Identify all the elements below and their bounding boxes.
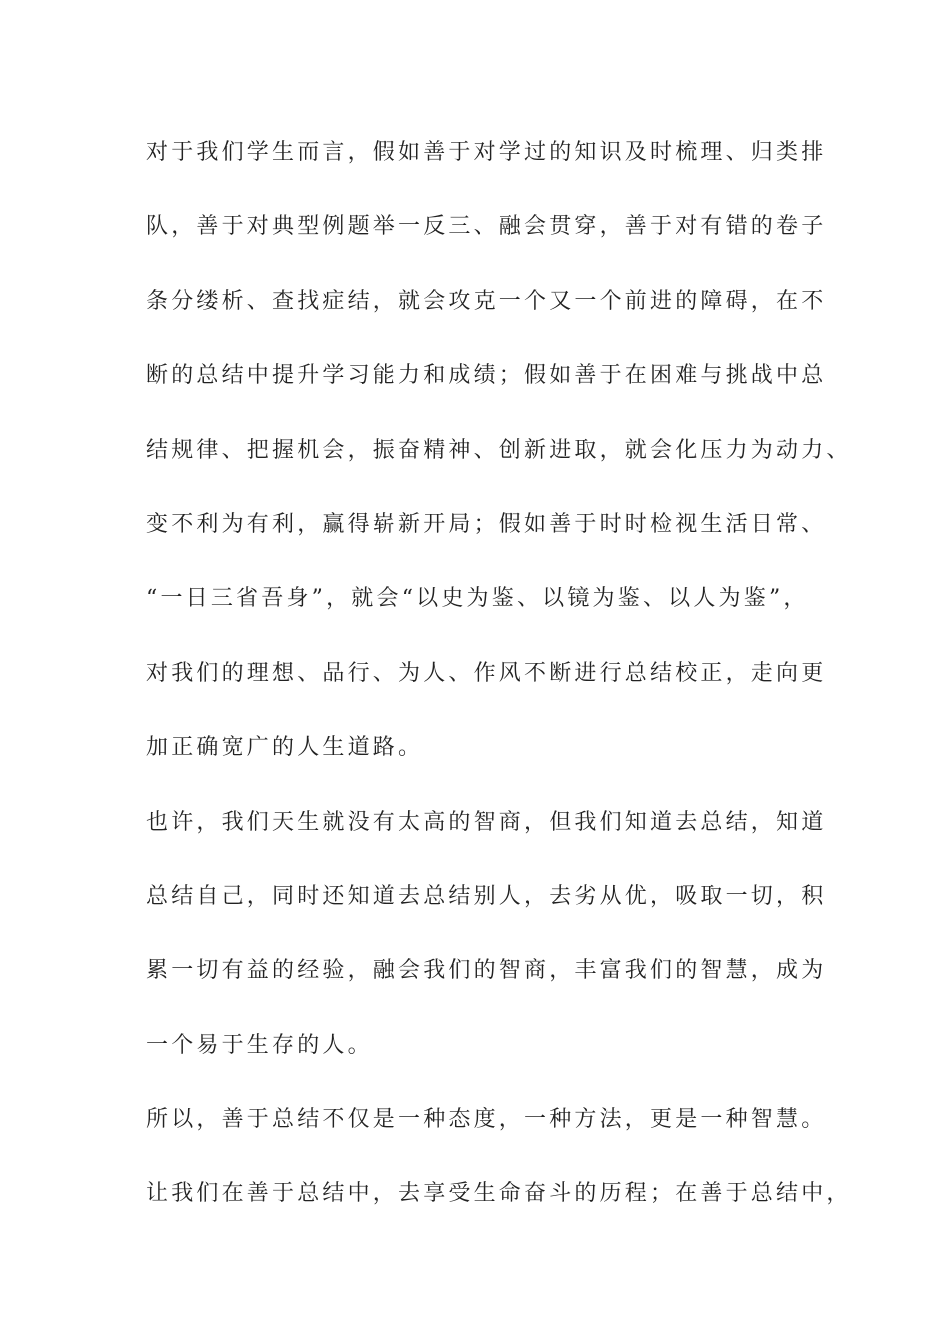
text-line: 条分缕析、查找症结，就会攻克一个又一个前进的障碍，在不 <box>146 288 827 314</box>
text-line: 总结自己，同时还知道去总结别人，去劣从优，吸取一切，积 <box>146 883 827 909</box>
text-line: “一日三省吾身”，就会“以史为鉴、以镜为鉴、以人为鉴”， <box>146 586 809 612</box>
text-line: 加正确宽广的人生道路。 <box>146 735 424 761</box>
text-line: 让我们在善于总结中，去享受生命奋斗的历程；在善于总结中， <box>146 1181 852 1207</box>
text-line: 对于我们学生而言，假如善于对学过的知识及时梳理、归类排 <box>146 140 827 165</box>
text-line: 对我们的理想、品行、为人、作风不断进行总结校正，走向更 <box>146 660 827 686</box>
text-line: 也许，我们天生就没有太高的智商，但我们知道去总结，知道 <box>146 809 827 835</box>
text-line: 队，善于对典型例题举一反三、融会贯穿，善于对有错的卷子 <box>146 214 827 240</box>
text-line: 累一切有益的经验，融会我们的智商，丰富我们的智慧，成为 <box>146 958 827 984</box>
text-line: 所以，善于总结不仅是一种态度，一种方法，更是一种智慧。 <box>146 1107 827 1133</box>
text-line: 结规律、把握机会，振奋精神、创新进取，就会化压力为动力、 <box>146 437 852 463</box>
text-line: 变不利为有利，赢得崭新开局；假如善于时时检视生活日常、 <box>146 511 827 537</box>
text-line: 断的总结中提升学习能力和成绩；假如善于在困难与挑战中总 <box>146 363 827 389</box>
text-line: 一个易于生存的人。 <box>146 1032 373 1058</box>
body-text <box>146 129 852 1245</box>
